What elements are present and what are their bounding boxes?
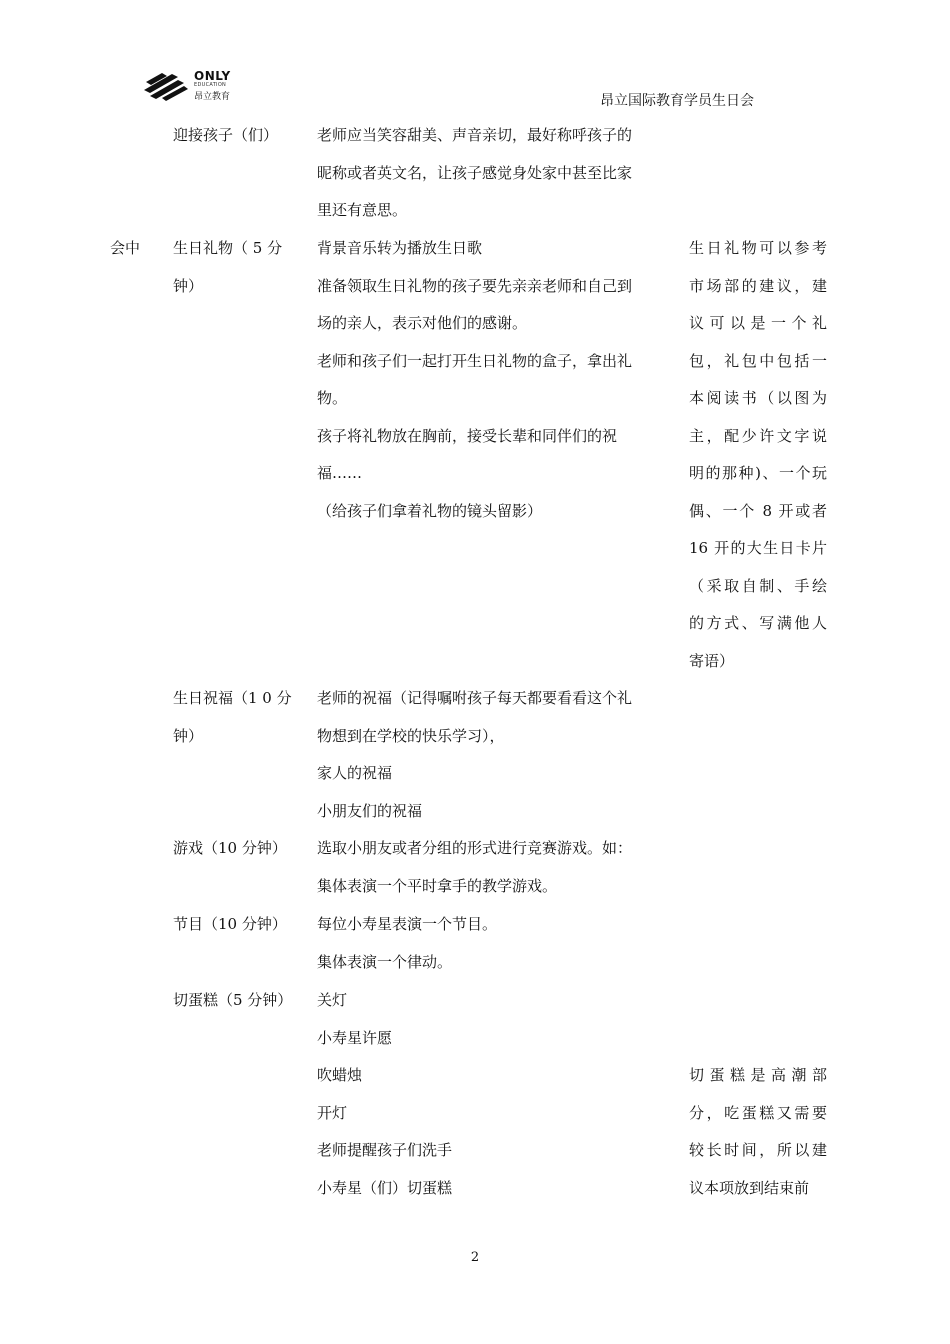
note-line: 生日礼物可以参考 [689,239,827,257]
desc-line: 开灯 [317,1103,348,1122]
row-desc-cake [317,982,677,1207]
logo-mark-icon [142,68,190,104]
desc-line: 集体表演一个律动。 [317,952,453,971]
row-desc-gift [317,230,677,530]
desc-line: 里还有意思。 [317,201,408,219]
item-line: 钟） [173,726,204,745]
desc-line: 小寿星（们）切蛋糕 [317,1178,453,1197]
row-note-gift [689,230,827,680]
page-number: 2 [470,1250,480,1265]
desc-line: 选取小朋友或者分组的形式进行竞赛游戏。如： [317,839,633,857]
item-line: 生日礼物（ 5 分 [173,239,283,257]
desc-line: 小寿星许愿 [317,1028,393,1047]
desc-line: （给孩子们拿着礼物的镜头留影） [317,501,543,520]
logo-cn-text: 昂立教育 [194,92,231,102]
logo-text: ONLY [194,69,231,83]
note-line: 主，配少许文字说 [689,426,827,445]
desc-line: 孩子将礼物放在胸前，接受长辈和同伴们的祝 [317,426,618,445]
note-line: 明的那种)、一个玩 [689,464,827,482]
note-line: 寄语） [689,651,735,670]
desc-line: 物想到在学校的快乐学习）， [317,726,505,745]
note-line: 16 开的大生日卡片 [689,539,827,557]
desc-line: 准备领取生日礼物的孩子要先亲亲老师和自己到 [317,276,633,295]
desc-line: 昵称或者英文名，让孩子感觉身处家中甚至比家 [317,163,633,182]
note-line: 较长时间，所以建 [689,1141,827,1159]
header-title: 昂立国际教育学员生日会 [600,93,754,109]
item-line: 生日祝福（1 0 分 [173,689,292,707]
note-line: 议本项放到结束前 [689,1178,810,1197]
note-line: 议 可 以 是 一 个 礼 [689,314,827,332]
desc-line: 背景音乐转为播放生日歌 [317,239,483,257]
desc-line: 老师应当笑容甜美、声音亲切，最好称呼孩子的 [317,126,633,144]
note-line: 本阅读书（以图为 [689,389,827,407]
row-item-cake [173,982,303,1020]
note-line: （采取自制、手绘 [689,576,827,595]
logo-subtext: EDUCATION [194,82,227,88]
item-line: 游戏（10 分钟） [173,839,287,857]
note-line: 分，吃蛋糕又需要 [689,1103,827,1122]
section-label: 会中 [110,239,141,257]
row-desc-greet [317,117,677,230]
desc-line: 场的亲人，表示对他们的感谢。 [317,314,528,332]
item-line: 切蛋糕（5 分钟） [173,991,293,1009]
desc-line: 每位小寿星表演一个节目。 [317,915,498,933]
row-note-cake [689,1057,827,1207]
only-education-logo [142,68,242,104]
note-line: 偶、一个 8 开或者 [689,501,827,520]
row-item-greet [173,117,303,155]
row-item-blessing [173,680,303,755]
desc-line: 物。 [317,389,348,407]
note-line: 包，礼包中包括一 [689,351,827,370]
desc-line: 小朋友们的祝福 [317,801,423,820]
desc-line: 家人的祝福 [317,764,393,782]
row-item-gift [173,230,303,305]
row-item-game [173,830,303,868]
item-line: 迎接孩子（们） [173,126,279,144]
desc-line: 关灯 [317,991,348,1009]
note-line: 的方式、写满他人 [689,614,827,632]
note-line: 切 蛋 糕 是 高 潮 部 [689,1066,827,1084]
item-line: 节目（10 分钟） [173,915,287,933]
desc-line: 吹蜡烛 [317,1066,363,1084]
note-line: 市场部的建议，建 [689,276,827,295]
desc-line: 集体表演一个平时拿手的教学游戏。 [317,876,558,895]
desc-line: 老师提醒孩子们洗手 [317,1141,453,1159]
desc-line: 福…… [317,464,363,482]
desc-line: 老师和孩子们一起打开生日礼物的盒子，拿出礼 [317,351,633,370]
row-desc-game [317,830,677,905]
item-line: 钟） [173,276,204,295]
row-desc-show [317,906,677,981]
row-desc-blessing [317,680,677,830]
desc-line: 老师的祝福（记得嘱咐孩子每天都要看看这个礼 [317,689,633,707]
row-item-show [173,906,303,944]
